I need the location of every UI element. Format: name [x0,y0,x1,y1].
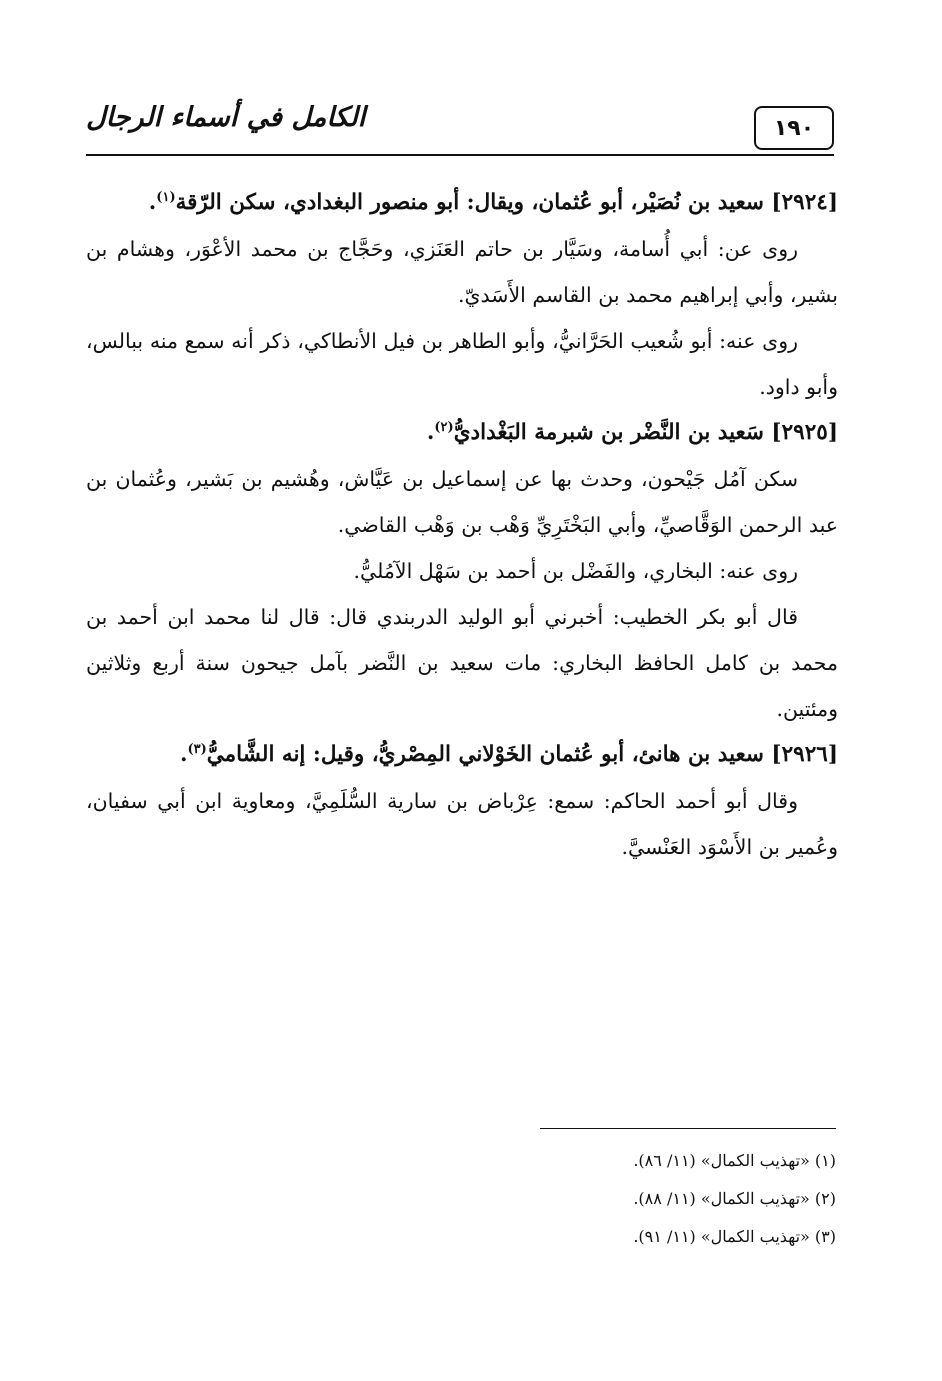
header-rule [86,154,834,156]
page-number-box [754,106,834,150]
paragraph: سكن آمُل جَيْحون، وحدث بها عن إسماعيل بن عَيَّاش، وهُشيم بن بَشير، وعُثمان بن عبد الرحمن الوَقَّاصيِّ، وأبي البَخْتَرِيِّ وَهْب بن وَهْب القاضي. [86,467,838,537]
entry-heading-2925 [86,410,838,456]
footnote: (٣) «تهذيب الكمال» (١١/ ٩١). [633,1227,836,1246]
entry-heading-text: [٢٩٢٤] سعيد بن نُصَيْر، أبو عُثمان، ويقال: أبو منصور البغدادي، سكن الرّقة [175,190,838,215]
running-header [86,92,834,162]
entry-heading-text: [٢٩٢٥] سَعيد بن النَّضْر بن شبرمة البَغْداديُّ [453,420,838,445]
footnote-ref: (١) [156,189,176,205]
period: . [426,420,435,445]
footnote-rule [540,1128,836,1129]
book-title: الكامل في أسماء الرجال [86,102,366,133]
period: . [148,190,157,215]
paragraph: روى عن: أبي أُسامة، وسَيَّار بن حاتم العَنَزي، وحَجَّاج بن محمد الأعْوَر، وهشام بن بشير، وأبي إبراهيم محمد بن القاسم الأَسَديّ. [86,237,838,307]
period: . [179,742,188,767]
entry-heading-2924 [86,180,838,226]
page-number: ١٩٠ [773,115,815,141]
paragraph: روى عنه: البخاري، والفَضْل بن أحمد بن سَهْل الآمُليُّ. [353,559,798,583]
footnotes [300,1142,836,1256]
paragraph: قال أبو بكر الخطيب: أخبرني أبو الوليد الدربندي قال: قال لنا محمد ابن أحمد بن محمد بن كامل الحافظ البخاري: مات سعيد بن النَّضر بآمل جيحون سنة أربع وثلاثين ومئتين. [86,605,838,721]
paragraph: روى عنه: أبو شُعيب الحَرَّانيُّ، وأبو الطاهر بن فيل الأنطاكي، ذكر أنه سمع منه ببالس، وأبو داود. [86,329,838,399]
footnote-ref: (٣) [187,741,207,757]
footnote: (٢) «تهذيب الكمال» (١١/ ٨٨). [633,1189,836,1208]
footnote: (١) «تهذيب الكمال» (١١/ ٨٦). [633,1151,836,1170]
entry-heading-text: [٢٩٢٦] سعيد بن هانئ، أبو عُثمان الخَوْلاني المِصْريُّ، وقيل: إنه الشَّاميُّ [206,742,838,767]
paragraph: وقال أبو أحمد الحاكم: سمع: عِرْباض بن سارية السُّلَمِيَّ، ومعاوية ابن أبي سفيان، وعُمير بن الأَسْوَد العَنْسيَّ. [86,789,838,859]
entry-heading-2926 [86,732,838,778]
main-text [86,180,838,870]
footnote-ref: (٢) [434,419,454,435]
